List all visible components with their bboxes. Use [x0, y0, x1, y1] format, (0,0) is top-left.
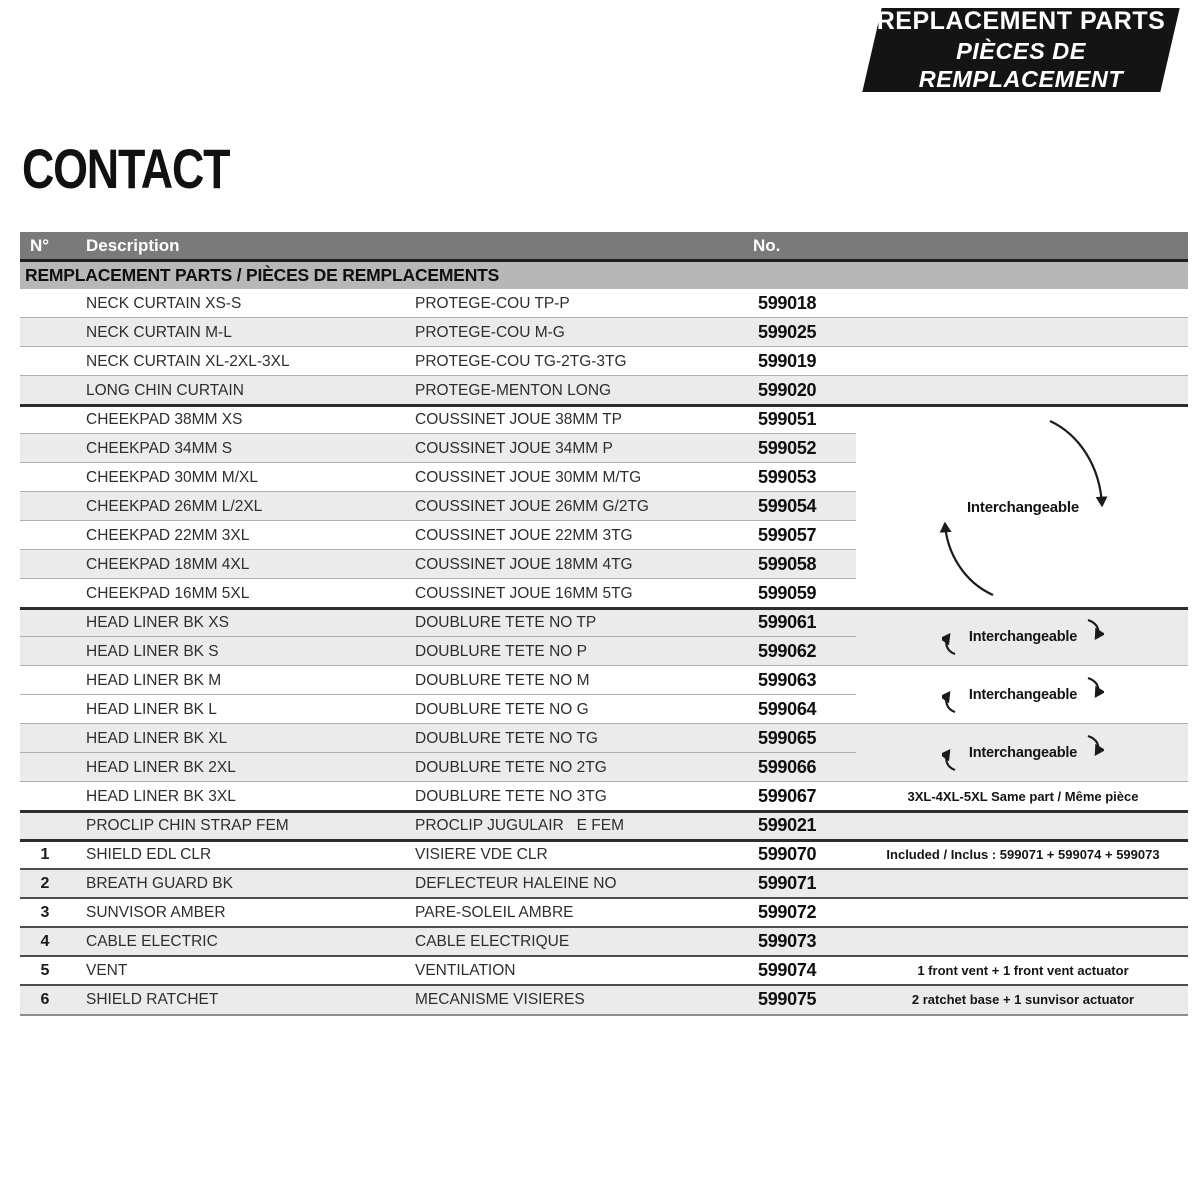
table-row	[20, 637, 1188, 666]
description-fr: MECANISME VISIERES	[415, 991, 585, 1008]
row-separator	[20, 868, 1188, 870]
part-number: 599057	[758, 525, 817, 545]
table-row	[20, 405, 1188, 434]
description-en: NECK CURTAIN XS-S	[86, 295, 242, 312]
interchangeable-label: Interchangeable	[968, 745, 1078, 761]
part-number: 599075	[758, 989, 817, 1009]
table-row	[20, 289, 1188, 318]
description-en: CHEEKPAD 18MM 4XL	[86, 556, 250, 573]
description-fr: COUSSINET JOUE 26MM G/2TG	[415, 498, 649, 515]
description-en: LONG CHIN CURTAIN	[86, 382, 244, 399]
table-row	[20, 521, 1188, 550]
replacement-parts-badge	[862, 8, 1179, 92]
part-number: 599025	[758, 322, 817, 342]
part-number: 599053	[758, 467, 817, 487]
part-number: 599058	[758, 554, 817, 574]
row-separator	[20, 346, 1188, 347]
description-fr: PROTEGE-COU M-G	[415, 324, 565, 341]
description-fr: PROTEGE-COU TP-P	[415, 295, 570, 312]
description-en: CHEEKPAD 16MM 5XL	[86, 585, 250, 602]
part-number: 599020	[758, 380, 817, 400]
description-en: SHIELD EDL CLR	[86, 846, 212, 863]
table-row	[20, 869, 1188, 898]
description-fr: DOUBLURE TETE NO P	[415, 643, 587, 660]
part-number: 599018	[758, 293, 817, 313]
description-en: HEAD LINER BK 3XL	[86, 788, 236, 805]
description-en: CHEEKPAD 34MM S	[86, 440, 233, 457]
description-en: CHEEKPAD 26MM L/2XL	[86, 498, 263, 515]
table-row	[20, 463, 1188, 492]
description-fr: PARE-SOLEIL AMBRE	[415, 904, 574, 921]
description-fr: PROTEGE-COU TG-2TG-3TG	[415, 353, 627, 370]
description-fr: DEFLECTEUR HALEINE NO	[415, 875, 617, 892]
row-separator	[20, 694, 856, 695]
table-row	[20, 376, 1188, 405]
row-separator	[20, 781, 1188, 782]
description-en: SHIELD RATCHET	[86, 991, 219, 1008]
row-separator	[20, 752, 856, 753]
description-en: HEAD LINER BK M	[86, 672, 222, 689]
description-fr: COUSSINET JOUE 34MM P	[415, 440, 613, 457]
part-number: 599052	[758, 438, 817, 458]
row-separator	[20, 665, 1188, 666]
interchangeable-label: Interchangeable	[968, 687, 1078, 703]
interchangeable-label: Interchangeable	[968, 629, 1078, 645]
description-en: HEAD LINER BK 2XL	[86, 759, 236, 776]
parts-table	[20, 232, 1188, 1016]
description-fr: DOUBLURE TETE NO 3TG	[415, 788, 607, 805]
part-number: 599051	[758, 409, 817, 429]
row-number: 4	[40, 933, 50, 950]
description-fr: DOUBLURE TETE NO 2TG	[415, 759, 607, 776]
table-row	[20, 347, 1188, 376]
table-row	[20, 434, 1188, 463]
header-num: N°	[30, 236, 50, 255]
description-en: NECK CURTAIN M-L	[86, 324, 232, 341]
table-row	[20, 782, 1188, 811]
row-number: 6	[40, 991, 50, 1008]
table-row	[20, 579, 1188, 608]
row-separator	[20, 404, 1188, 407]
row-number: 3	[40, 904, 50, 921]
section-band: REMPLACEMENT PARTS / PIÈCES DE REMPLACEMENTS	[20, 262, 1188, 289]
description-fr: VENTILATION	[415, 962, 516, 979]
description-fr: DOUBLURE TETE NO M	[415, 672, 590, 689]
description-fr: COUSSINET JOUE 22MM 3TG	[415, 527, 633, 544]
badge-subtitle: PIÈCES DE REMPLACEMENT	[918, 37, 1124, 93]
description-fr: DOUBLURE TETE NO G	[415, 701, 589, 718]
row-separator	[20, 607, 1188, 610]
table-row	[20, 985, 1188, 1014]
table-row	[20, 753, 1188, 782]
row-separator	[20, 897, 1188, 899]
row-separator	[20, 839, 1188, 842]
description-fr: PROCLIP JUGULAIR E FEM	[415, 817, 625, 834]
row-note: 3XL-4XL-5XL Same part / Même pièce	[907, 789, 1139, 804]
description-en: CHEEKPAD 30MM M/XL	[86, 469, 258, 486]
row-note: 1 front vent + 1 front vent actuator	[917, 963, 1129, 978]
row-note: 2 ratchet base + 1 sunvisor actuator	[911, 992, 1135, 1007]
part-number: 599073	[758, 931, 817, 951]
description-fr: VISIERE VDE CLR	[415, 846, 548, 863]
badge-title: REPLACEMENT PARTS	[876, 7, 1166, 36]
row-separator	[20, 317, 1188, 318]
row-separator	[20, 636, 856, 637]
table-header-row	[20, 232, 1188, 262]
row-separator	[20, 955, 1188, 957]
part-number: 599019	[758, 351, 817, 371]
part-number: 599074	[758, 960, 817, 980]
description-en: CHEEKPAD 22MM 3XL	[86, 527, 250, 544]
part-number: 599064	[758, 699, 817, 719]
table-row	[20, 724, 1188, 753]
row-separator	[20, 723, 1188, 724]
table-row	[20, 898, 1188, 927]
row-separator	[20, 491, 856, 492]
part-number: 599021	[758, 815, 817, 835]
description-en: HEAD LINER BK S	[86, 643, 219, 660]
row-note: Included / Inclus : 599071 + 599074 + 599073	[886, 847, 1160, 862]
description-en: BREATH GUARD BK	[86, 875, 233, 892]
row-separator	[20, 810, 1188, 813]
part-number: 599061	[758, 612, 817, 632]
description-fr: PROTEGE-MENTON LONG	[415, 382, 612, 399]
description-fr: COUSSINET JOUE 30MM M/TG	[415, 469, 642, 486]
row-separator	[20, 462, 856, 463]
part-number: 599066	[758, 757, 817, 777]
description-en: NECK CURTAIN XL-2XL-3XL	[86, 353, 290, 370]
part-number: 599070	[758, 844, 817, 864]
part-number: 599062	[758, 641, 817, 661]
part-number: 599059	[758, 583, 817, 603]
description-en: CHEEKPAD 38MM XS	[86, 411, 243, 428]
row-separator	[20, 578, 856, 579]
row-number: 1	[40, 846, 50, 863]
table-row	[20, 550, 1188, 579]
part-number: 599065	[758, 728, 817, 748]
row-separator	[20, 926, 1188, 928]
description-en: HEAD LINER BK XS	[86, 614, 229, 631]
page-title: CONTACT	[22, 137, 230, 200]
table-row	[20, 318, 1188, 347]
part-number: 599054	[758, 496, 817, 516]
header-no: No.	[753, 236, 781, 255]
description-en: VENT	[86, 962, 128, 979]
part-number: 599067	[758, 786, 817, 806]
description-en: PROCLIP CHIN STRAP FEM	[86, 817, 289, 834]
description-en: CABLE ELECTRIC	[86, 933, 218, 950]
badge-content	[872, 6, 1170, 94]
description-fr: DOUBLURE TETE NO TP	[415, 614, 597, 631]
description-fr: CABLE ELECTRIQUE	[415, 933, 570, 950]
row-separator	[20, 375, 1188, 376]
description-fr: COUSSINET JOUE 38MM TP	[415, 411, 622, 428]
part-number: 599071	[758, 873, 817, 893]
table-row	[20, 608, 1188, 637]
row-separator	[20, 520, 856, 521]
row-number: 5	[40, 962, 50, 979]
description-en: SUNVISOR AMBER	[86, 904, 226, 921]
interchangeable-label: Interchangeable	[966, 499, 1080, 516]
part-number: 599063	[758, 670, 817, 690]
table-row	[20, 956, 1188, 985]
table-row	[20, 927, 1188, 956]
description-fr: DOUBLURE TETE NO TG	[415, 730, 598, 747]
description-en: HEAD LINER BK L	[86, 701, 217, 718]
part-number: 599072	[758, 902, 817, 922]
description-fr: COUSSINET JOUE 18MM 4TG	[415, 556, 633, 573]
table-row	[20, 811, 1188, 840]
row-separator	[20, 549, 856, 550]
description-en: HEAD LINER BK XL	[86, 730, 228, 747]
header-description: Description	[86, 236, 180, 255]
table-row	[20, 840, 1188, 869]
row-number: 2	[40, 875, 50, 892]
table-row	[20, 695, 1188, 724]
table-row	[20, 492, 1188, 521]
row-separator	[20, 984, 1188, 986]
row-separator	[20, 433, 856, 434]
table-body	[20, 289, 1188, 1016]
table-row	[20, 666, 1188, 695]
description-fr: COUSSINET JOUE 16MM 5TG	[415, 585, 633, 602]
